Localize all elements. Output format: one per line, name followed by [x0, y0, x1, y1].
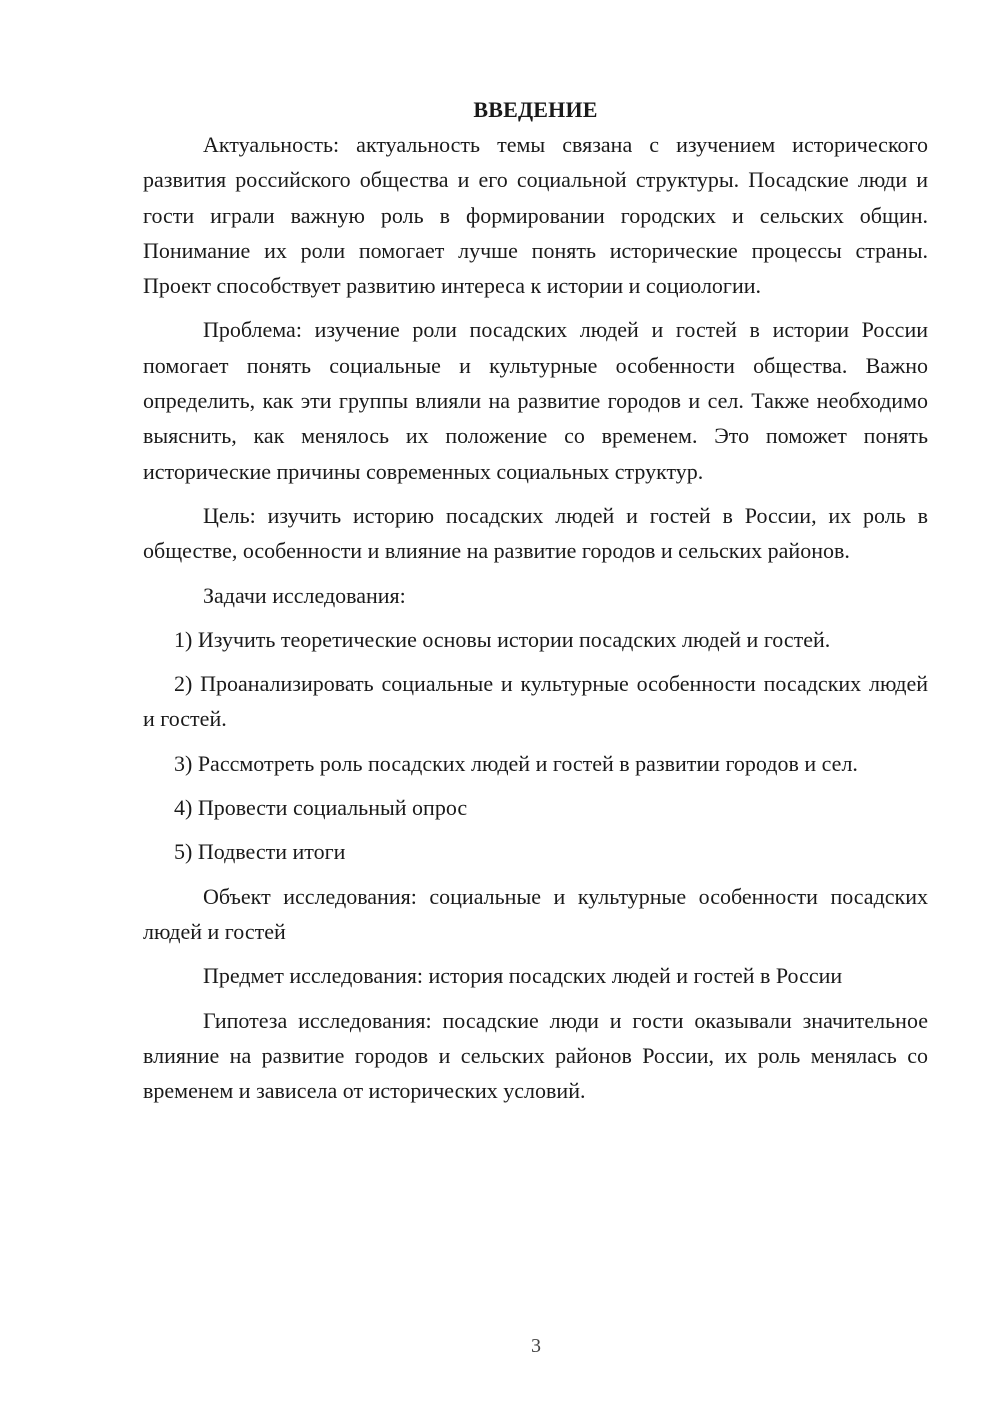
task-item-5: 5) Подвести итоги — [174, 839, 346, 865]
task-item-2: 2) Проанализировать социальные и культурные особенности посадских людей и гостей. — [143, 671, 928, 732]
task-item-3: 3) Рассмотреть роль посадских людей и гостей в развитии городов и сел. — [174, 750, 858, 776]
tasks-heading: Задачи исследования: — [203, 582, 406, 608]
relevance-paragraph: Актуальность: актуальность темы связана с изучением исторического развития российского общества и его социальной структуры. Посадские люди и гости играли важную роль в формировании городских и сельских общин. Понимание их роли помогает лучше понять исторические процессы страны. Проект способствует развитию интереса к истории и социологии. — [143, 132, 928, 299]
hypothesis-paragraph: Гипотеза исследования: посадские люди и гости оказывали значительное влияние на развитие городов и сельских районов России, их роль менялась со временем и зависела от исторических условий. — [143, 1007, 928, 1104]
goal-paragraph: Цель: изучить историю посадских людей и гостей в России, их роль в обществе, особенности и влияние на развитие городов и сельских районов. — [143, 502, 928, 564]
task-item-1: 1) Изучить теоретические основы истории посадских людей и гостей. — [174, 626, 831, 652]
problem-paragraph: Проблема: изучение роли посадских людей и гостей в истории России помогает понять социальные и культурные особенности общества. Важно определить, как эти группы влияли на развитие городов и сел. Также необходимо выяснить, как менялось их положение со временем. Это поможет понять исторические причины современных социальных структур. — [143, 317, 928, 484]
subject-paragraph: Предмет исследования: история посадских людей и гостей в России — [203, 963, 843, 989]
object-paragraph: Объект исследования: социальные и культурные особенности посадских людей и гостей — [143, 883, 928, 944]
task-item-4: 4) Провести социальный опрос — [174, 795, 468, 821]
document-page — [143, 95, 928, 1117]
page-title: ВВЕДЕНИЕ — [473, 97, 598, 122]
page-number: 3 — [531, 1335, 541, 1357]
